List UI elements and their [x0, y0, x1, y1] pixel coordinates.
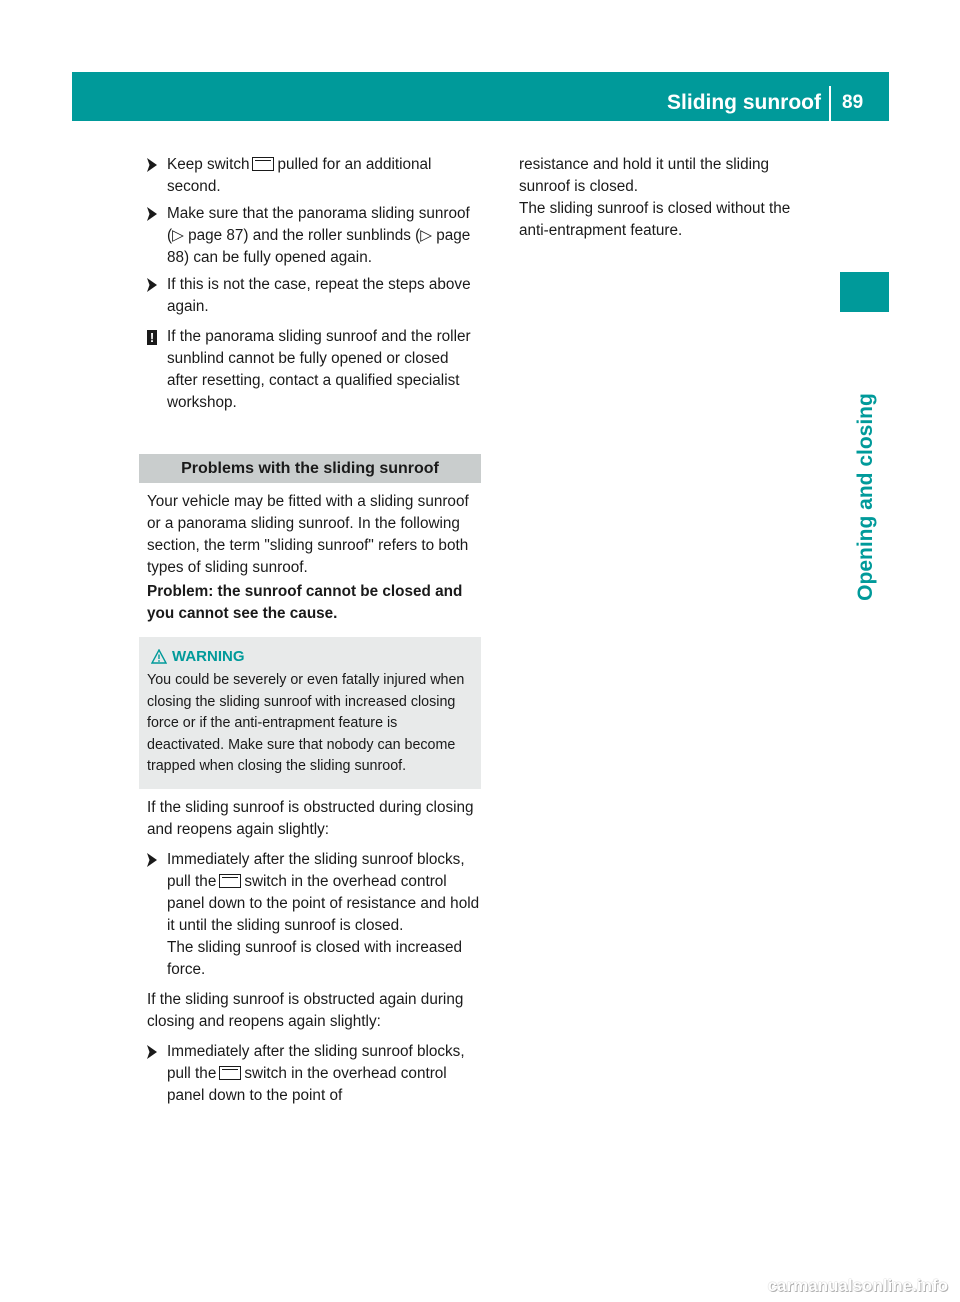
list-item — [147, 849, 481, 981]
step-text-pre: Keep switch — [167, 156, 250, 173]
arrow-bullet-icon — [147, 1045, 157, 1059]
exclamation-icon: ! — [147, 330, 157, 345]
list-item — [147, 154, 481, 198]
problem-heading: Problem: the sunroof cannot be closed and you cannot see the cause. — [147, 583, 463, 622]
left-column — [147, 154, 481, 1112]
list-item — [147, 203, 481, 269]
note — [147, 326, 481, 414]
list-item — [147, 1041, 481, 1107]
arrow-bullet-icon — [147, 853, 157, 867]
chapter-label — [846, 332, 886, 662]
continued-text: resistance and hold it until the sliding sunroof is closed. — [519, 156, 770, 195]
case-paragraph: If the sliding sunroof is obstructed during closing and reopens again slightly: — [147, 798, 474, 838]
sunroof-switch-icon — [219, 874, 241, 888]
step-result: The sliding sunroof is closed with increased force. — [167, 938, 463, 978]
right-column — [519, 154, 819, 242]
arrow-bullet-icon — [147, 207, 157, 221]
header-bar — [72, 72, 889, 121]
chapter-label-text: Opening and closing — [854, 393, 877, 601]
arrow-bullet-icon — [147, 278, 157, 292]
warning-heading — [147, 646, 473, 668]
watermark: carmanualsonline.info — [767, 1276, 948, 1295]
note-text: If the panorama sliding sunroof and the roller sunblind cannot be fully opened or closed after resetting, contact a qualified specialist workshop. — [167, 328, 471, 411]
sunroof-switch-icon — [219, 1066, 241, 1080]
sunroof-switch-icon — [252, 157, 274, 171]
case-paragraph: If the sliding sunroof is obstructed again during closing and reopens again slightly: — [147, 990, 464, 1030]
list-item — [147, 274, 481, 318]
result-text: The sliding sunroof is closed without the anti-entrapment feature. — [519, 200, 791, 239]
step-text: If this is not the case, repeat the steps above again. — [167, 276, 471, 315]
header-divider — [829, 86, 831, 121]
chapter-tab — [840, 272, 889, 312]
intro-paragraph: Your vehicle may be fitted with a sliding sunroof or a panorama sliding sunroof. In the following section, the term "sliding sunroof" refers to both types of sliding sunroof. — [147, 493, 469, 576]
warning-text: You could be severely or even fatally injured when closing the sliding sunroof with increased closing force or if the anti-entrapment feature is deactivated. Make sure that nobody can become trapped when closing the sliding sunroof. — [147, 672, 465, 774]
arrow-bullet-icon — [147, 158, 157, 172]
step-text-post: switch in the overhead control panel down to the point of — [167, 1064, 447, 1104]
page-title: Sliding sunroof — [667, 91, 821, 114]
step-text-post: switch in the overhead control panel down to the point of resistance and hold it until the sliding sunroof is closed. — [167, 872, 480, 934]
step-text-post: pulled for an additional second. — [167, 156, 432, 195]
step-text: Make sure that the panorama sliding sunroof (▷ page 87) and the roller sunblinds (▷ page 88) can be fully opened again. — [167, 205, 471, 266]
warning-triangle-icon — [151, 649, 167, 664]
section-heading: Problems with the sliding sunroof — [139, 454, 481, 483]
step-text-pre: Immediately after the sliding sunroof blocks, pull the — [167, 850, 465, 890]
warning-box — [139, 637, 481, 789]
warning-title: WARNING — [172, 648, 245, 665]
step-text-pre: Immediately after the sliding sunroof blocks, pull the — [167, 1042, 465, 1082]
page-number: 89 — [842, 92, 864, 113]
